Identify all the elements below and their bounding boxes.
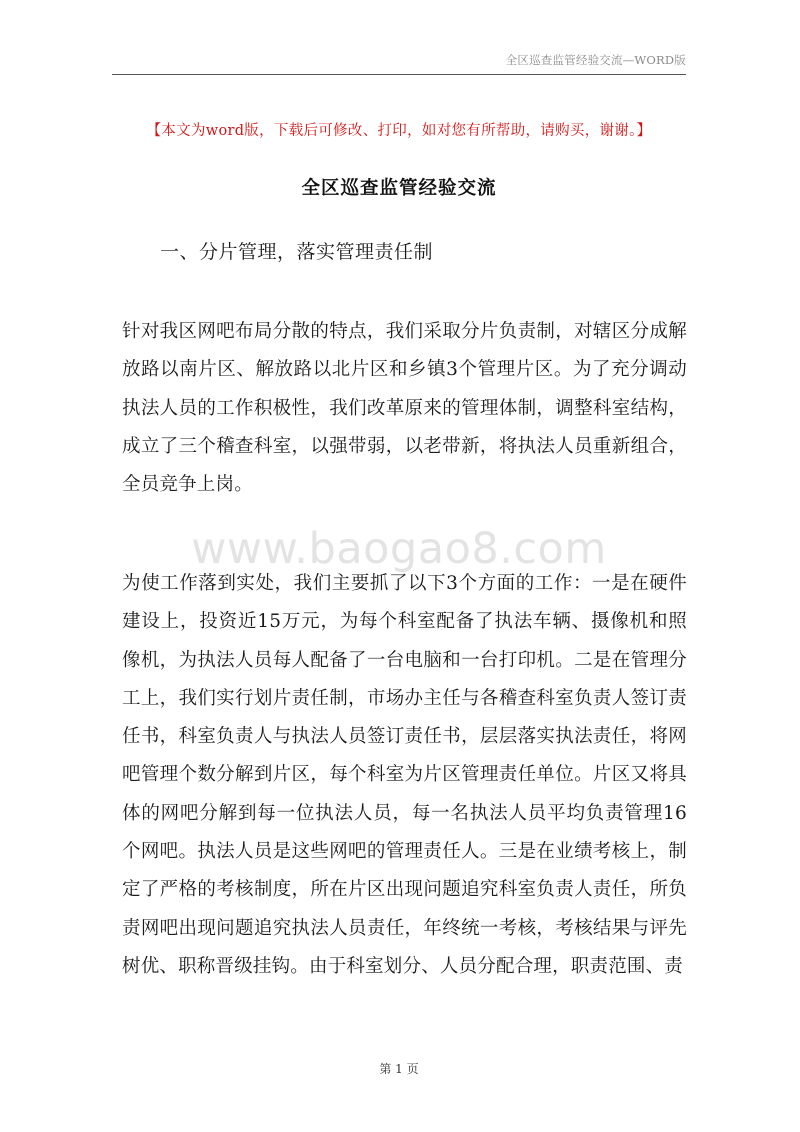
document-title: 全区巡查监管经验交流: [301, 178, 497, 199]
purchase-notice: 【本文为word版，下载后可修改、打印，如对您有所帮助，请购买，谢谢。】: [146, 123, 652, 139]
body-paragraph-1: 针对我区网吧布局分散的特点，我们采取分片负责制，对辖区分成解放路以南片区、解放路以北片区和乡镇3个管理片区。为了充分调动执法人员的工作积极性，我们改革原来的管理体制，调整科室结构，成立了三个稽查科室，以强带弱，以老带新，将执法人员重新组合，全员竞争上岗。: [122, 321, 687, 496]
header-divider: [112, 74, 686, 75]
section-heading: 一、分片管理，落实管理责任制: [160, 241, 434, 263]
running-header: 全区巡查监管经验交流—WORD版: [505, 53, 686, 67]
page-number: 第 1 页: [379, 1062, 419, 1076]
body-paragraph-2: 为使工作落到实处，我们主要抓了以下3个方面的工作：一是在硬件建设上，投资近15万元，为每个科室配备了执法车辆、摄像机和照像机，为执法人员每人配备了一台电脑和一台打印机。二是在管理分工上，我们实行划片责任制，市场办主任与各稽查科室负责人签订责任书，科室负责人与执法人员签订责任书，层层落实执法责任，将网吧管理个数分解到片区，每个科室为片区管理责任单位。片区又将具体的网吧分解到每一位执法人员，每一名执法人员平均负责管理16个网吧。执法人员是这些网吧的管理责任人。三是在业绩考核上，制定了严格的考核制度，所在片区出现问题追究科室负责人责任，所负责网吧出现问题追究执法人员责任，年终统一考核，考核结果与评先树优、职称晋级挂钩。由于科室划分、人员分配合理，职责范围、责: [122, 573, 687, 977]
watermark: www.baogao8.com: [191, 524, 607, 574]
